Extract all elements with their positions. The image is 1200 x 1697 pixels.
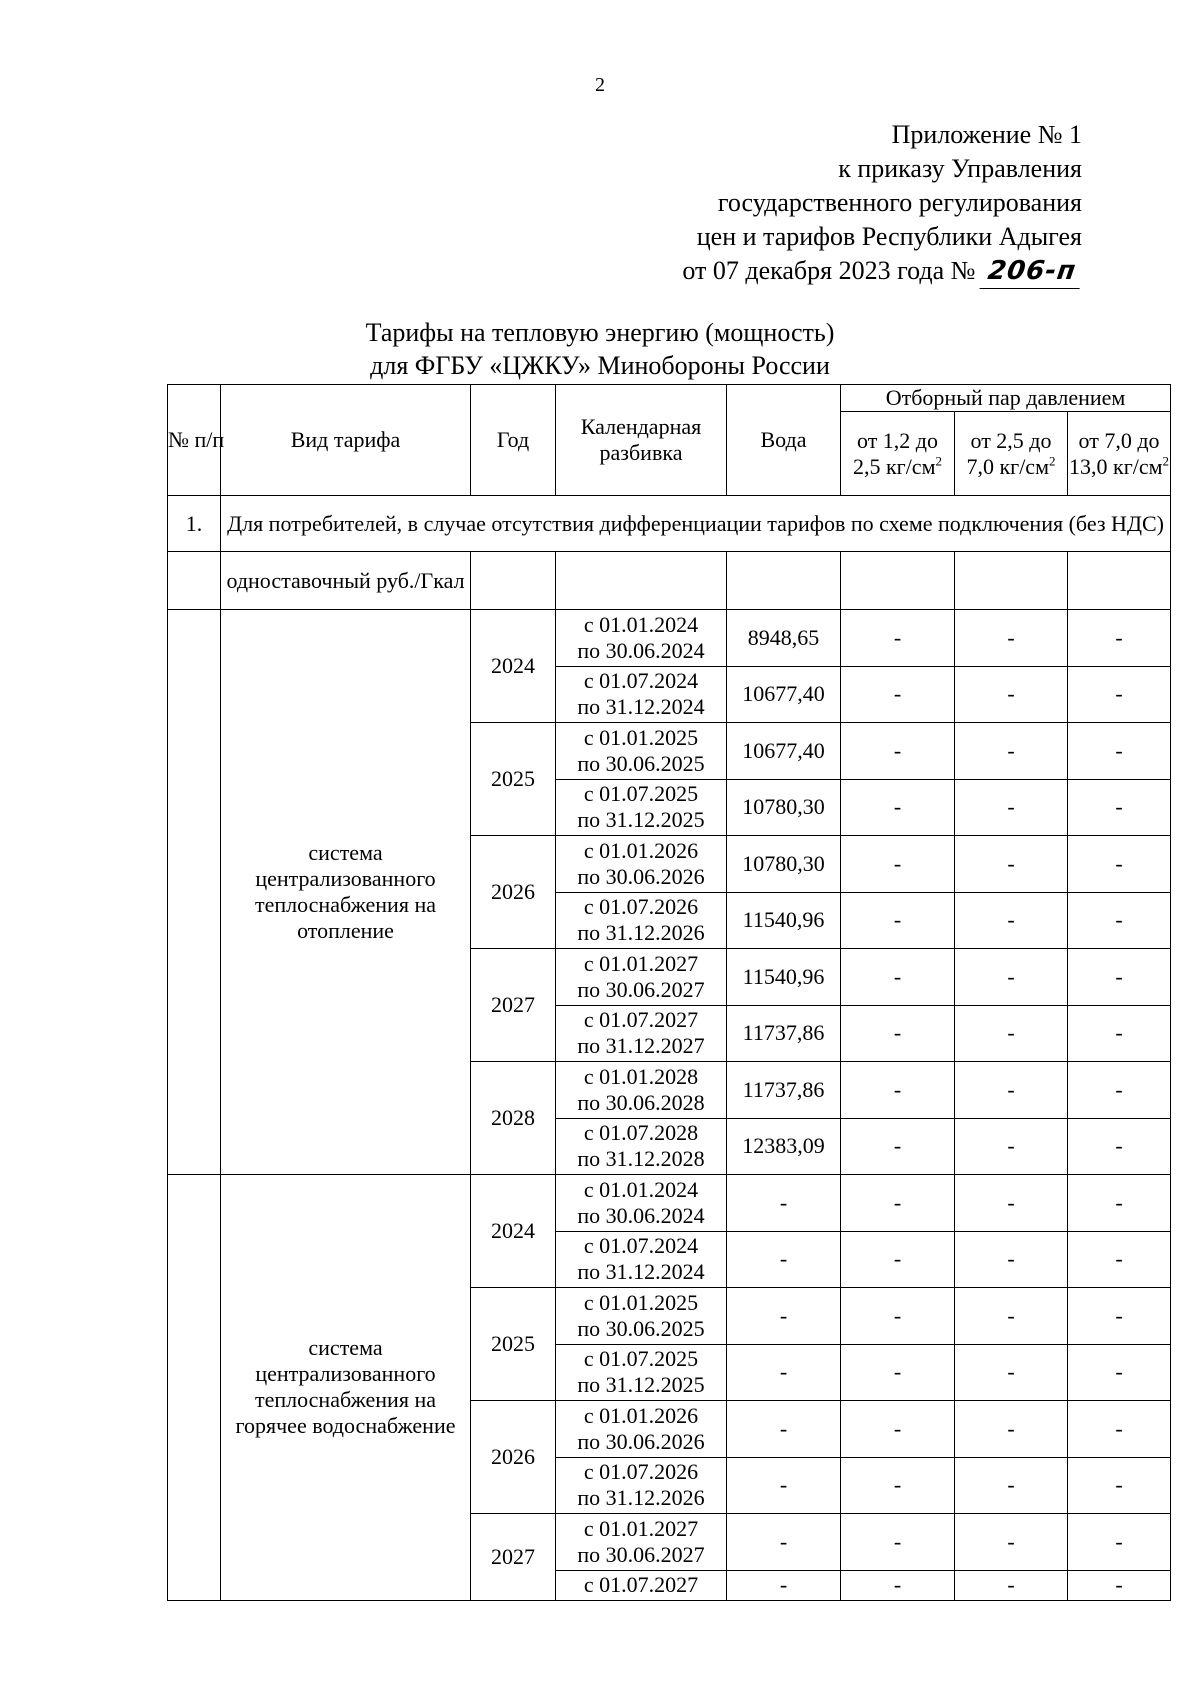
period-cell xyxy=(556,779,727,836)
period-cell xyxy=(556,1344,727,1401)
steam-1-value: - xyxy=(841,1231,955,1288)
steam-1-value: - xyxy=(841,1005,955,1062)
period-from: с 01.07.2027 xyxy=(583,1572,699,1597)
steam-3-value: - xyxy=(1068,1457,1171,1514)
water-value: - xyxy=(727,1344,841,1401)
year-cell: 2027 xyxy=(471,1514,556,1601)
page-number: 2 xyxy=(595,74,605,96)
period-from: с 01.07.2025 xyxy=(583,781,699,807)
period-to: по 31.12.2025 xyxy=(577,1372,705,1398)
header-steam-1-sup: 2 xyxy=(935,453,942,469)
steam-1-value: - xyxy=(841,779,955,836)
period-from: с 01.07.2028 xyxy=(583,1120,699,1146)
water-value: - xyxy=(727,1570,841,1600)
water-value: - xyxy=(727,1514,841,1571)
appendix-line: государственного регулирования xyxy=(717,188,1082,217)
steam-3-value: - xyxy=(1068,1401,1171,1458)
steam-1-value: - xyxy=(841,723,955,780)
header-steam-3 xyxy=(1068,412,1171,496)
group-name: система централизованного теплоснабжения на отопление xyxy=(221,610,471,1175)
period-to: по 30.06.2027 xyxy=(577,976,705,1002)
water-value: - xyxy=(727,1175,841,1232)
steam-2-value: - xyxy=(955,1062,1068,1119)
header-steam-2-text: от 2,5 до 7,0 кг/см xyxy=(966,427,1052,479)
appendix-line: Приложение № 1 xyxy=(891,120,1082,149)
header-steam-3-sup: 2 xyxy=(1162,453,1170,469)
steam-3-value: - xyxy=(1068,1231,1171,1288)
period-from: с 01.07.2026 xyxy=(583,1459,699,1485)
steam-3-value: - xyxy=(1068,779,1171,836)
header-num xyxy=(168,385,225,496)
period-from: с 01.01.2024 xyxy=(583,1176,699,1202)
order-number-handwritten: 206-п xyxy=(980,254,1085,289)
water-value: 11540,96 xyxy=(727,949,841,1006)
period-from: с 01.07.2024 xyxy=(583,1233,699,1259)
appendix-line: к приказу Управления xyxy=(838,154,1082,183)
period-to: по 31.12.2024 xyxy=(577,694,705,720)
steam-2-value: - xyxy=(955,1514,1068,1571)
water-value: 11737,86 xyxy=(727,1005,841,1062)
section-num: 1. xyxy=(168,496,221,552)
period-to: по 30.06.2025 xyxy=(577,750,705,776)
water-value: 10677,40 xyxy=(727,666,841,723)
tariff-table xyxy=(167,384,1171,1601)
tariff-type-empty xyxy=(841,552,955,610)
period-from: с 01.01.2025 xyxy=(583,724,699,750)
steam-2-value: - xyxy=(955,1570,1068,1600)
water-value: 10780,30 xyxy=(727,779,841,836)
period-cell xyxy=(556,1062,727,1119)
section-text: Для потребителей, в случае отсутствия дифференциации тарифов по схеме подключения (без НДС) xyxy=(221,496,1171,552)
steam-3-value: - xyxy=(1068,1118,1171,1175)
appendix-line: цен и тарифов Республики Адыгея xyxy=(696,222,1082,251)
year-cell: 2024 xyxy=(471,610,556,723)
period-to: по 30.06.2024 xyxy=(577,637,705,663)
steam-2-value: - xyxy=(955,1344,1068,1401)
title-line-1: Тарифы на тепловую энергию (мощность) xyxy=(365,318,835,347)
tariff-type-num xyxy=(168,552,221,610)
steam-1-value: - xyxy=(841,1288,955,1345)
steam-2-value: - xyxy=(955,1288,1068,1345)
steam-2-value: - xyxy=(955,949,1068,1006)
steam-2-value: - xyxy=(955,892,1068,949)
period-cell xyxy=(556,1514,727,1571)
period-cell xyxy=(556,836,727,893)
year-cell: 2026 xyxy=(471,1401,556,1514)
steam-1-value: - xyxy=(841,1457,955,1514)
period-to: по 31.12.2026 xyxy=(577,920,705,946)
period-from: с 01.01.2027 xyxy=(583,950,699,976)
period-cell xyxy=(556,723,727,780)
period-to: по 30.06.2025 xyxy=(577,1315,705,1341)
period-from: с 01.07.2025 xyxy=(583,1346,699,1372)
tariff-row xyxy=(168,610,1171,667)
period-from: с 01.07.2024 xyxy=(583,668,699,694)
header-steam-3-text: от 7,0 до 13,0 кг/см xyxy=(1069,427,1163,479)
steam-2-value: - xyxy=(955,666,1068,723)
header-row xyxy=(168,385,1171,412)
water-value: 8948,65 xyxy=(727,610,841,667)
header-steam-2-sup: 2 xyxy=(1049,453,1056,469)
steam-1-value: - xyxy=(841,610,955,667)
period-from: с 01.07.2026 xyxy=(583,894,699,920)
steam-1-value: - xyxy=(841,1175,955,1232)
period-cell xyxy=(556,1175,727,1232)
steam-3-value: - xyxy=(1068,1062,1171,1119)
steam-3-value: - xyxy=(1068,666,1171,723)
period-to: по 30.06.2026 xyxy=(577,863,705,889)
steam-1-value: - xyxy=(841,1514,955,1571)
header-calendar: Календарная разбивка xyxy=(556,385,727,496)
steam-3-value: - xyxy=(1068,1175,1171,1232)
document-title xyxy=(0,316,1200,382)
period-from: с 01.07.2027 xyxy=(583,1007,699,1033)
steam-2-value: - xyxy=(955,723,1068,780)
water-value: 10677,40 xyxy=(727,723,841,780)
period-cell xyxy=(556,1457,727,1514)
year-cell: 2027 xyxy=(471,949,556,1062)
steam-2-value: - xyxy=(955,1457,1068,1514)
steam-2-value: - xyxy=(955,1175,1068,1232)
section-row xyxy=(168,496,1171,552)
period-to: по 31.12.2026 xyxy=(577,1485,705,1511)
period-cell xyxy=(556,949,727,1006)
steam-1-value: - xyxy=(841,1062,955,1119)
water-value: 11540,96 xyxy=(727,892,841,949)
period-to: по 30.06.2027 xyxy=(577,1541,705,1567)
water-value: 10780,30 xyxy=(727,836,841,893)
year-cell: 2024 xyxy=(471,1175,556,1288)
steam-3-value: - xyxy=(1068,949,1171,1006)
period-from: с 01.01.2026 xyxy=(583,1402,699,1428)
period-to: по 31.12.2028 xyxy=(577,1146,705,1172)
title-line-2: для ФГБУ «ЦЖКУ» Минобороны России xyxy=(370,351,830,380)
period-to: по 30.06.2024 xyxy=(577,1202,705,1228)
period-cell xyxy=(556,1118,727,1175)
steam-2-value: - xyxy=(955,1118,1068,1175)
header-steam-2 xyxy=(955,412,1068,496)
period-to: по 30.06.2028 xyxy=(577,1089,705,1115)
period-cell xyxy=(556,1570,727,1600)
steam-2-value: - xyxy=(955,610,1068,667)
period-cell xyxy=(556,1231,727,1288)
tariff-type-empty xyxy=(1068,552,1171,610)
steam-1-value: - xyxy=(841,1570,955,1600)
period-cell xyxy=(556,666,727,723)
steam-2-value: - xyxy=(955,1005,1068,1062)
tariff-table-body xyxy=(168,385,1171,1601)
tariff-type-empty xyxy=(955,552,1068,610)
year-cell: 2028 xyxy=(471,1062,556,1175)
steam-1-value: - xyxy=(841,1344,955,1401)
steam-1-value: - xyxy=(841,666,955,723)
period-to: по 30.06.2026 xyxy=(577,1428,705,1454)
tariff-type-empty xyxy=(727,552,841,610)
group-num xyxy=(168,1175,221,1601)
group-name: система централизованного теплоснабжения на горячее водоснабжение xyxy=(221,1175,471,1601)
appendix-date: от 07 декабря 2023 года № xyxy=(682,256,976,285)
tariff-row xyxy=(168,1175,1171,1232)
header-kind: Вид тарифа xyxy=(221,385,471,496)
steam-3-value: - xyxy=(1068,836,1171,893)
period-from: с 01.01.2024 xyxy=(583,611,699,637)
period-cell xyxy=(556,1005,727,1062)
period-cell xyxy=(556,1288,727,1345)
period-cell xyxy=(556,610,727,667)
steam-2-value: - xyxy=(955,1231,1068,1288)
year-cell: 2025 xyxy=(471,1288,556,1401)
steam-1-value: - xyxy=(841,892,955,949)
group-num xyxy=(168,610,221,1175)
steam-1-value: - xyxy=(841,949,955,1006)
header-steam-1 xyxy=(841,412,955,496)
period-from: с 01.01.2028 xyxy=(583,1063,699,1089)
tariff-type-row xyxy=(168,552,1171,610)
steam-2-value: - xyxy=(955,1401,1068,1458)
steam-2-value: - xyxy=(955,836,1068,893)
tariff-type: одноставочный руб./Гкал xyxy=(221,552,471,610)
steam-3-value: - xyxy=(1068,1344,1171,1401)
period-from: с 01.01.2027 xyxy=(583,1515,699,1541)
steam-3-value: - xyxy=(1068,1514,1171,1571)
period-from: с 01.01.2025 xyxy=(583,1289,699,1315)
steam-3-value: - xyxy=(1068,1288,1171,1345)
steam-3-value: - xyxy=(1068,1570,1171,1600)
appendix-header xyxy=(682,118,1082,289)
header-water: Вода xyxy=(727,385,841,496)
steam-3-value: - xyxy=(1068,723,1171,780)
water-value: 11737,86 xyxy=(727,1062,841,1119)
steam-1-value: - xyxy=(841,1118,955,1175)
steam-3-value: - xyxy=(1068,610,1171,667)
steam-1-value: - xyxy=(841,836,955,893)
period-cell xyxy=(556,1401,727,1458)
year-cell: 2025 xyxy=(471,723,556,836)
period-to: по 31.12.2027 xyxy=(577,1033,705,1059)
tariff-type-empty xyxy=(556,552,727,610)
tariff-type-empty xyxy=(471,552,556,610)
steam-1-value: - xyxy=(841,1401,955,1458)
water-value: - xyxy=(727,1457,841,1514)
steam-2-value: - xyxy=(955,779,1068,836)
water-value: - xyxy=(727,1231,841,1288)
period-to: по 31.12.2024 xyxy=(577,1259,705,1285)
period-from: с 01.01.2026 xyxy=(583,837,699,863)
header-steam-1-text: от 1,2 до 2,5 кг/см xyxy=(852,427,939,479)
steam-3-value: - xyxy=(1068,1005,1171,1062)
water-value: 12383,09 xyxy=(727,1118,841,1175)
water-value: - xyxy=(727,1401,841,1458)
header-steam: Отборный пар давлением xyxy=(841,385,1171,412)
header-year: Год xyxy=(471,385,556,496)
period-to: по 31.12.2025 xyxy=(577,807,705,833)
water-value: - xyxy=(727,1288,841,1345)
period-cell xyxy=(556,892,727,949)
header-num-text: № п/п xyxy=(168,427,225,452)
steam-3-value: - xyxy=(1068,892,1171,949)
appendix-date-line xyxy=(682,254,1082,289)
year-cell: 2026 xyxy=(471,836,556,949)
